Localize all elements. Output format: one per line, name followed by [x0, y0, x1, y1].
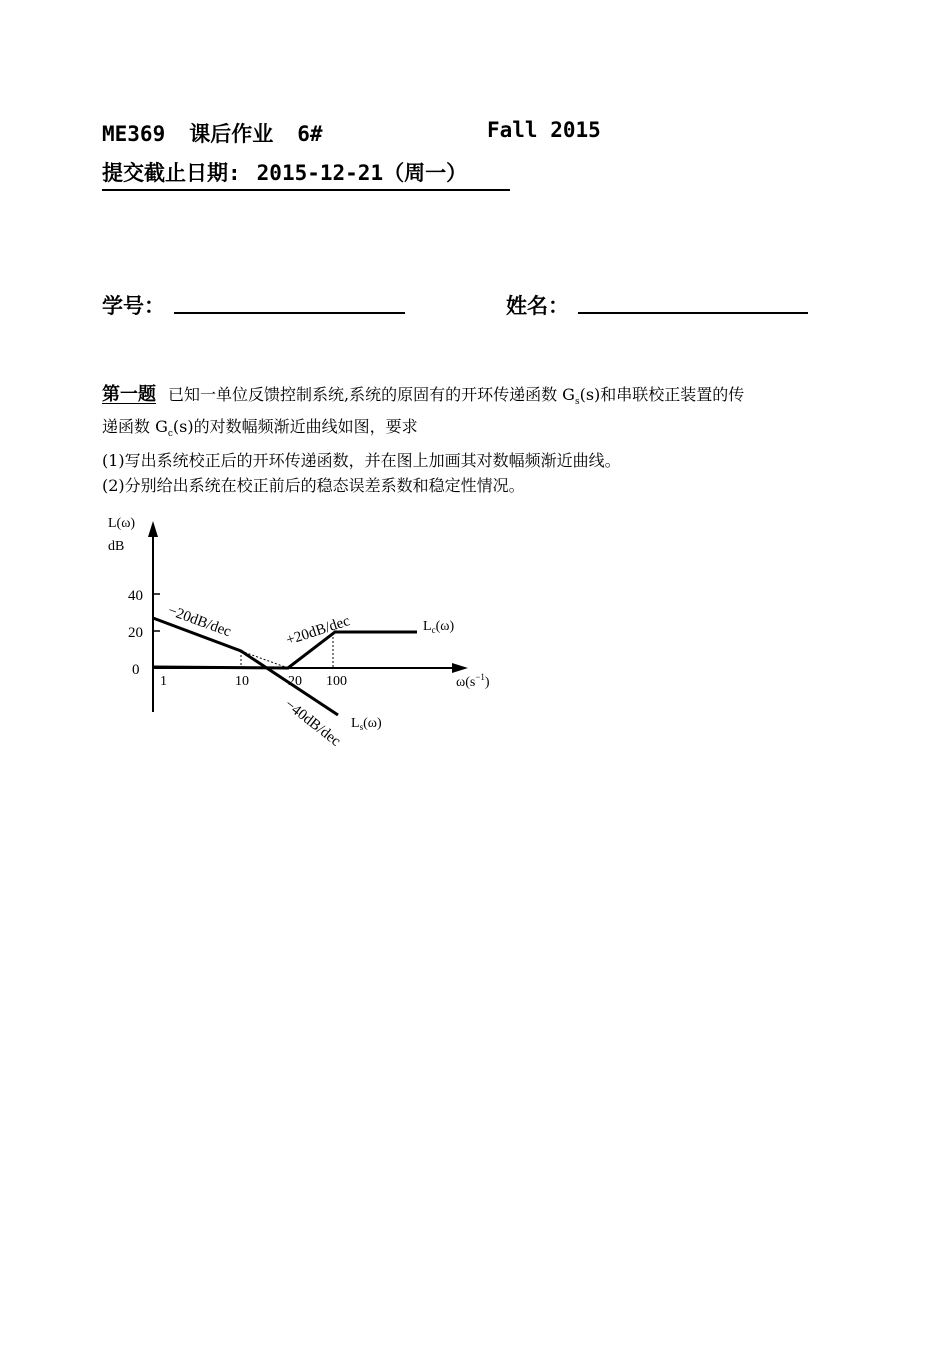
question1-text-a: 已知一单位反馈控制系统,系统的原固有的开环传递函数 G — [168, 385, 575, 404]
course-code: ME369 — [102, 122, 166, 146]
y-axis-arrow — [148, 521, 158, 537]
deadline-label: 提交截止日期: — [102, 161, 241, 185]
question1-item2: (2)分别给出系统在校正前后的稳态误差系数和稳定性情况。 — [102, 476, 525, 495]
question1-text-c: 递函数 G — [102, 417, 168, 436]
series-label-ls: $L_s(\omega)$ — [351, 716, 382, 732]
question1-line2 — [102, 414, 418, 447]
slope-label-ls-1: −20dB/dec — [165, 602, 234, 641]
question1-line1 — [102, 382, 744, 415]
deadline-value: 2015-12-21（周一） — [256, 161, 468, 185]
name-line[interactable] — [578, 312, 808, 314]
question1-text-b: (s)和串联校正装置的传 — [579, 385, 745, 404]
x-axis-arrow — [452, 663, 468, 673]
x-tick-label-100: 100 — [326, 674, 347, 689]
term: Fall 2015 — [487, 118, 601, 142]
y-tick-label-0: 0 — [132, 662, 140, 678]
x-tick-label-10: 10 — [235, 674, 249, 689]
y-tick-label-40: 40 — [128, 588, 143, 604]
deadline — [102, 157, 510, 191]
assignment-title: 课后作业 — [189, 122, 274, 146]
student-id-label: 学号： — [102, 293, 165, 318]
x-axis-label: $\omega(s^{-1})$ — [456, 672, 490, 690]
series-lc-line — [153, 632, 417, 668]
assignment-header — [102, 118, 323, 148]
slope-label-ls-2: −40dB/dec — [281, 696, 344, 750]
question1-title: 第一题 — [102, 384, 156, 405]
question1-item1: (1)写出系统校正后的开环传递函数，并在图上加画其对数幅频渐近曲线。 — [102, 451, 621, 470]
assignment-number: 6# — [297, 122, 323, 146]
student-id-line[interactable] — [174, 312, 405, 314]
y-label-line2: dB — [108, 539, 125, 554]
question1-text-d: (s)的对数幅频渐近曲线如图，要求 — [172, 417, 418, 436]
y-tick-label-20: 20 — [128, 625, 143, 641]
y-label-line1: L(ω) — [108, 516, 136, 531]
series-label-lc: $L_c(\omega)$ — [423, 619, 455, 635]
name-label: 姓名： — [506, 293, 569, 318]
x-tick-label-1: 1 — [160, 674, 167, 689]
subscript-c: c — [167, 429, 173, 440]
x-tick-label-20: 20 — [288, 674, 302, 689]
dotted-diagonal — [241, 651, 288, 668]
slope-label-lc-1: +20dB/dec — [284, 613, 352, 649]
subscript-s: s — [574, 397, 580, 408]
series-ls-line — [153, 618, 338, 715]
